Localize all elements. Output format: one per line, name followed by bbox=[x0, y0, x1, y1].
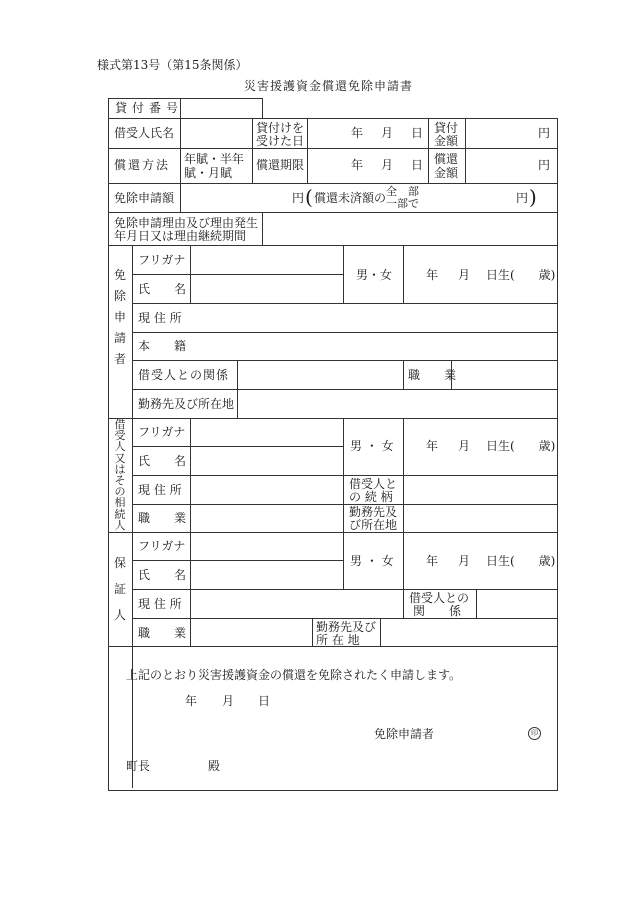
guarantor-workplace-label-2: 所 在 地 bbox=[316, 633, 360, 647]
applicant-birth-month: 月 bbox=[458, 268, 471, 282]
heir-furigana-label: フリガナ bbox=[138, 425, 186, 439]
heir-workplace-label-1: 勤務先及 bbox=[349, 505, 398, 519]
repaid-amount-yen: 円 bbox=[538, 158, 551, 172]
heir-occupation-label: 職 業 bbox=[138, 511, 187, 525]
unrepaid-part: 一部で bbox=[386, 197, 419, 210]
guarantor-address-label: 現 住 所 bbox=[138, 597, 182, 611]
loan-amount-label-1: 貸付 bbox=[434, 121, 459, 135]
loan-amount-yen: 円 bbox=[538, 126, 551, 140]
exemption-amount-yen: 円 bbox=[292, 191, 305, 205]
applicant-section-label: 免除申請者 bbox=[113, 268, 126, 366]
heir-workplace-label-2: び所在地 bbox=[349, 518, 398, 532]
loan-date-label-1: 貸付けを bbox=[256, 121, 305, 135]
repayment-period-label: 償還期限 bbox=[256, 158, 305, 172]
repayment-method-value-1: 年賦・半年 bbox=[184, 152, 245, 166]
loan-date-label-2: 受けた日 bbox=[256, 134, 305, 148]
guarantor-furigana-label: フリガナ bbox=[138, 539, 186, 553]
footer-date-year: 年 bbox=[185, 694, 198, 708]
loan-number-label: 貸付番号 bbox=[115, 101, 184, 115]
repayment-method-value-2: 賦・月賦 bbox=[184, 166, 233, 180]
form-title: 災害援護資金償還免除申請書 bbox=[244, 79, 414, 93]
heir-gender: 男 ・ 女 bbox=[350, 439, 394, 453]
repayment-period-month: 月 bbox=[381, 158, 394, 172]
form-number: 様式第13号（第15条関係） bbox=[97, 58, 248, 72]
applicant-address-label: 現 住 所 bbox=[138, 311, 182, 325]
footer-applicant-label: 免除申請者 bbox=[374, 727, 435, 741]
heir-relation-label-2: の 続 柄 bbox=[349, 490, 393, 504]
heir-address-label: 現 住 所 bbox=[138, 483, 182, 497]
repayment-period-year: 年 bbox=[351, 158, 364, 172]
guarantor-birth-year: 年 bbox=[426, 554, 439, 568]
reason-label-2: 年月日又は理由継続期間 bbox=[114, 229, 247, 243]
heir-section-label: 借受人又はその相続人 bbox=[114, 418, 126, 532]
guarantor-occupation-label: 職 業 bbox=[138, 626, 187, 640]
applicant-furigana-label: フリガナ bbox=[138, 253, 186, 267]
loan-date-year: 年 bbox=[351, 126, 364, 140]
heir-birth-suffix: 日生( 歳) bbox=[486, 439, 556, 453]
paren-open: ( bbox=[305, 185, 313, 209]
guarantor-section-label: 保証人 bbox=[113, 556, 126, 622]
guarantor-workplace-label-1: 勤務先及び bbox=[316, 620, 377, 634]
footer-date-month: 月 bbox=[222, 694, 235, 708]
applicant-name-label: 氏 名 bbox=[138, 282, 187, 296]
guarantor-birth-suffix: 日生( 歳) bbox=[486, 554, 556, 568]
guarantor-birth-month: 月 bbox=[458, 554, 471, 568]
heir-relation-label-1: 借受人と bbox=[349, 477, 398, 491]
applicant-workplace-label: 勤務先及び所在地 bbox=[138, 397, 235, 411]
repayment-method-label: 償還方法 bbox=[114, 158, 171, 172]
exemption-amount-label: 免除申請額 bbox=[114, 191, 175, 205]
heir-name-label: 氏 名 bbox=[138, 454, 187, 468]
applicant-birth-suffix: 日生( 歳) bbox=[486, 268, 556, 282]
guarantor-relation-label-2: 関 係 bbox=[413, 604, 462, 618]
honorific-label: 殿 bbox=[208, 759, 221, 773]
statement-text: 上記のとおり災害援護資金の償還を免除されたく申請します。 bbox=[126, 668, 462, 682]
footer-date-day: 日 bbox=[258, 694, 271, 708]
guarantor-relation-label-1: 借受人との bbox=[409, 591, 470, 605]
mayor-label: 町長 bbox=[126, 759, 151, 773]
applicant-occupation-label: 職 業 bbox=[408, 368, 457, 382]
unrepaid-yen: 円 bbox=[516, 191, 529, 205]
guarantor-gender: 男 ・ 女 bbox=[350, 554, 394, 568]
heir-birth-year: 年 bbox=[426, 439, 439, 453]
loan-date-month: 月 bbox=[381, 126, 394, 140]
paren-close: ) bbox=[529, 185, 537, 209]
applicant-domicile-label: 本 籍 bbox=[138, 339, 187, 353]
borrower-name-label: 借受人氏名 bbox=[114, 126, 175, 140]
applicant-relation-label: 借受人との関係 bbox=[138, 368, 230, 382]
loan-amount-label-2: 金額 bbox=[434, 134, 459, 148]
seal-mark: 印 bbox=[528, 727, 541, 740]
repaid-amount-label-1: 償還 bbox=[434, 152, 459, 166]
reason-label-1: 免除申請理由及び理由発生 bbox=[114, 216, 259, 230]
loan-date-day: 日 bbox=[411, 126, 424, 140]
unrepaid-prefix: 償還未済額の bbox=[314, 191, 387, 205]
repayment-period-day: 日 bbox=[411, 158, 424, 172]
applicant-gender: 男・女 bbox=[356, 268, 393, 282]
guarantor-name-label: 氏 名 bbox=[138, 568, 187, 582]
heir-birth-month: 月 bbox=[458, 439, 471, 453]
applicant-birth-year: 年 bbox=[426, 268, 439, 282]
repaid-amount-label-2: 金額 bbox=[434, 166, 459, 180]
unrepaid-all: 全 部 bbox=[386, 185, 419, 198]
